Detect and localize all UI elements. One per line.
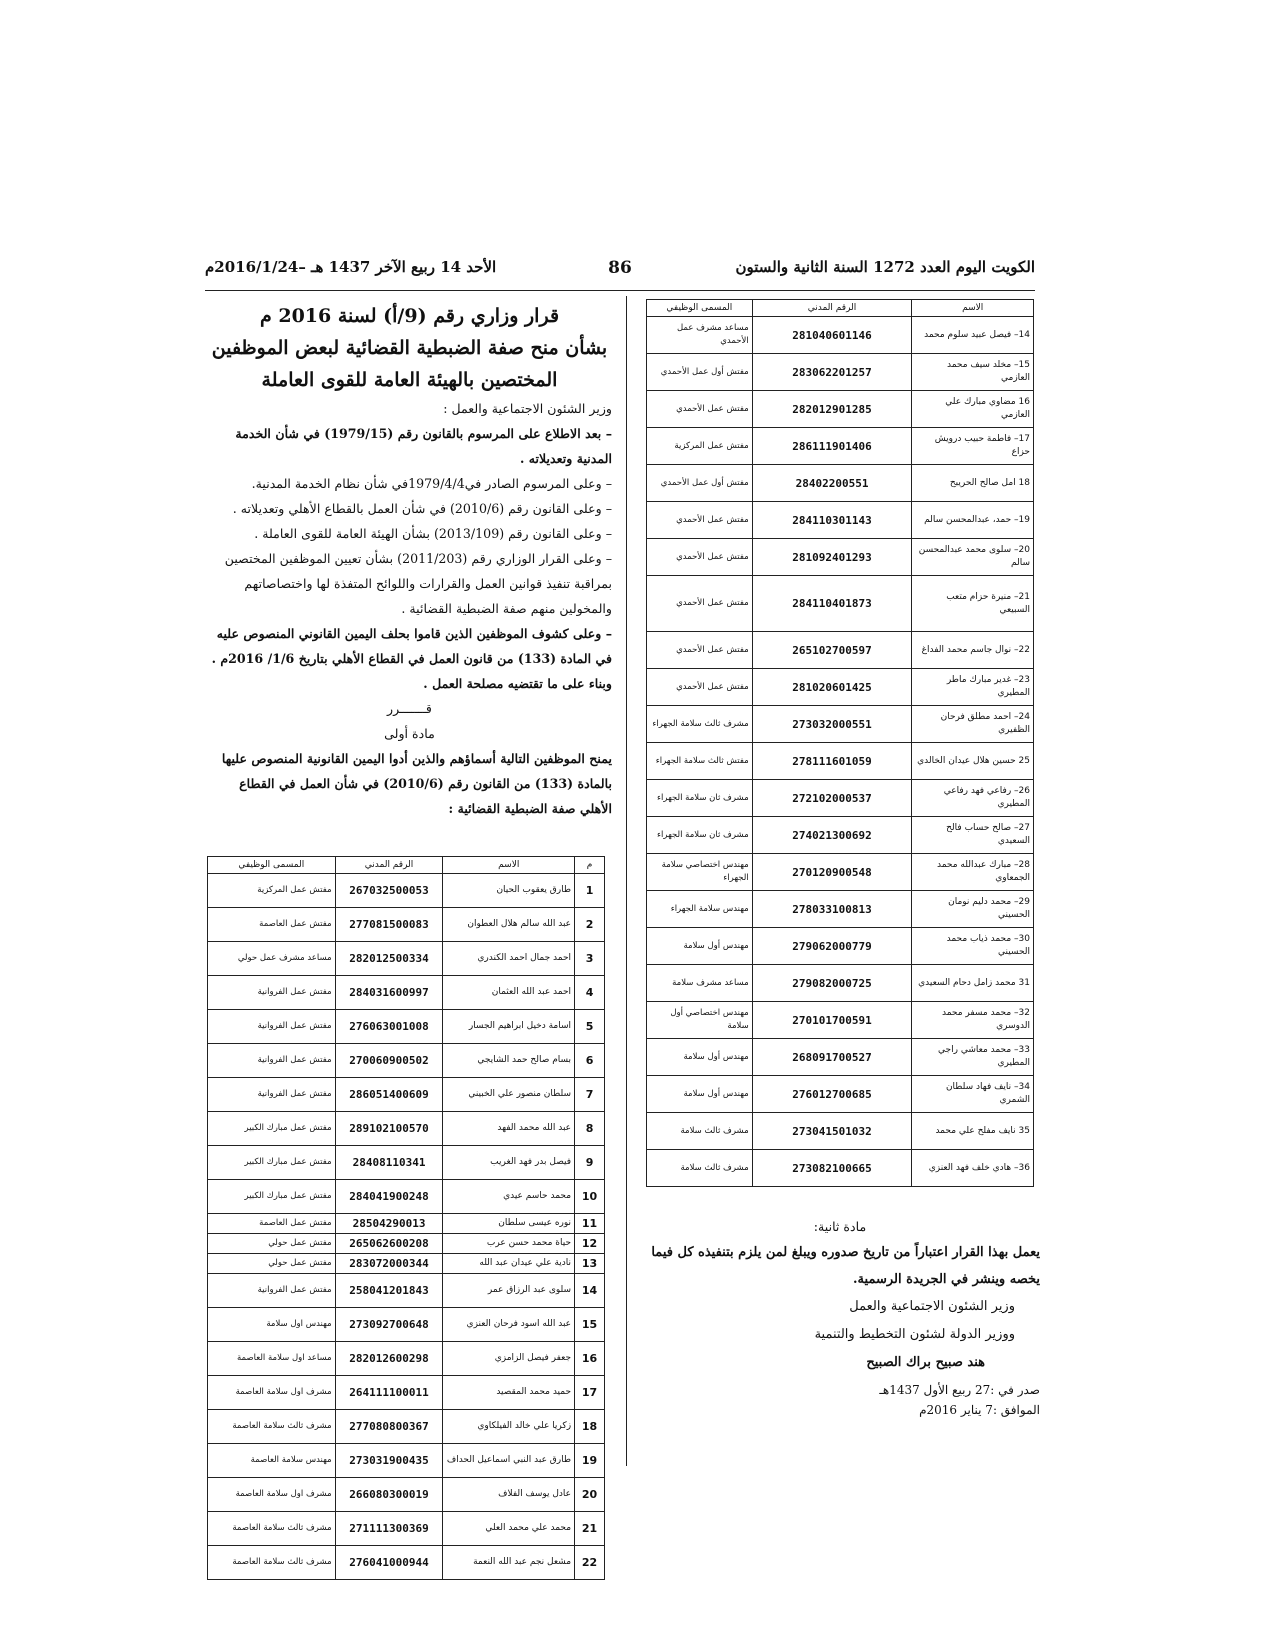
signature-name: هند صبيح براك الصبيح [866,1355,985,1370]
table-cell-nm: محمد علي محمد العلي [443,1512,575,1546]
table-cell-civ: 281092401293 [752,539,912,576]
table-cell-jb: مهندس أول سلامة [647,1076,753,1113]
table-cell-jb: مهندس سلامة الجهراء [647,891,753,928]
table-cell-civ: 272102000537 [752,780,912,817]
table-cell-nm: 35 نايف مفلح علي محمد [912,1113,1034,1150]
table-cell-nm: حميد محمد المقصيد [443,1376,575,1410]
col-header-name: الاسم [912,300,1034,317]
table-row [647,1076,1034,1113]
table-cell-jb: مساعد مشرف سلامة [647,965,753,1002]
table-cell-nm: فيصل بدر فهد الغريب [443,1146,575,1180]
employees-table-2 [646,299,1034,1187]
table-row [647,1002,1034,1039]
table-cell-jb: مفتش أول عمل الأحمدي [647,465,753,502]
table-row [208,1112,605,1146]
table-cell-jb: مشرف ثان سلامة الجهراء [647,780,753,817]
table-row [208,1444,605,1478]
table-cell-nm: 26– رفاعي فهد رفاعي المطيري [912,780,1034,817]
table-cell-civ: 273032000551 [752,706,912,743]
table-row [208,874,605,908]
column-divider [626,296,627,1466]
table-cell-jb: مشرف اول سلامة العاصمة [208,1376,336,1410]
table-cell-num: 13 [575,1254,605,1274]
col-header-index: م [575,857,605,874]
decision-subtitle-2: المختصين بالهيئة العامة للقوى العاملة [261,369,558,391]
table-cell-civ: 278033100813 [752,891,912,928]
col-header-job-title: المسمى الوظيفي [647,300,753,317]
table-cell-civ: 273092700648 [335,1308,443,1342]
table-cell-jb: مفتش عمل الفروانية [208,1010,336,1044]
table-cell-num: 2 [575,908,605,942]
preamble-5: – وعلى القرار الوزاري رقم (2011/203) بشأن تعيين الموظفين المختصين بمراقبة تنفيذ قوانين العمل والقرارات واللوائح المتفذة لها واختصاصاتهم والمخولين منهم صفة الضبطية القضائية . [224,551,612,616]
table-row [208,1010,605,1044]
table-cell-num: 3 [575,942,605,976]
table-cell-nm: زكريا علي خالد الفيلكاوي [443,1410,575,1444]
closing-section [640,1215,1040,1377]
table-row [208,1146,605,1180]
table-row [647,465,1034,502]
table-row [647,891,1034,928]
table-cell-jb: مفتش عمل الفروانية [208,976,336,1010]
table-cell-nm: سلطان منصور علي الخبيني [443,1078,575,1112]
table-cell-num: 21 [575,1512,605,1546]
table-cell-jb: مفتش عمل الأحمدي [647,539,753,576]
table-cell-civ: 273031900435 [335,1444,443,1478]
table-cell-civ: 281020601425 [752,669,912,706]
table-cell-nm: 22– نوال جاسم محمد الفداغ [912,632,1034,669]
table-cell-jb: مفتش عمل المركزية [208,874,336,908]
table-cell-civ: 273082100665 [752,1150,912,1187]
table-cell-civ: 278111601059 [752,743,912,780]
table-cell-nm: 33– محمد معاشي راجي المطيري [912,1039,1034,1076]
table-cell-civ: 267032500053 [335,874,443,908]
table-cell-jb: مهندس سلامة العاصمة [208,1444,336,1478]
table-row [647,428,1034,465]
preamble-6: – وعلى كشوف الموظفين الذين قاموا بحلف اليمين القانوني المنصوص عليه في المادة (133) من قانون العمل في القطاع الأهلي بتاريخ 1/6/ 2016م . [211,626,612,666]
table-cell-jb: مفتش ثالث سلامة الجهراء [647,743,753,780]
table-cell-civ: 270060900502 [335,1044,443,1078]
table-cell-jb: مهندس اختصاصي أول سلامة [647,1002,753,1039]
table-cell-civ: 279082000725 [752,965,912,1002]
table-cell-civ: 284031600997 [335,976,443,1010]
table-cell-num: 14 [575,1274,605,1308]
table-cell-civ: 276012700685 [752,1076,912,1113]
table-cell-num: 11 [575,1214,605,1234]
table-cell-nm: طارق عبد النبي اسماعيل الحداف [443,1444,575,1478]
signature-title-2: ووزير الدولة لشئون التخطيط والتنمية [814,1327,1015,1342]
table-cell-nm: بسام صالح حمد الشايجي [443,1044,575,1078]
signature-title-1: وزير الشئون الاجتماعية والعمل [849,1299,1015,1314]
table-cell-nm: محمد حاسم عيدي [443,1180,575,1214]
table-cell-jb: مفتش عمل العاصمة [208,908,336,942]
table-header-row [647,300,1034,317]
minister-line: وزير الشئون الاجتماعية والعمل : [443,401,612,416]
table-cell-civ: 282012901285 [752,391,912,428]
table-cell-jb: مهندس اختصاصي سلامة الجهراء [647,854,753,891]
table-cell-num: 7 [575,1078,605,1112]
table-cell-civ: 28504290013 [335,1214,443,1234]
table-cell-nm: طارق يعقوب الحيان [443,874,575,908]
table-cell-jb: مفتش عمل مبارك الكبير [208,1146,336,1180]
table-cell-jb: مشرف ثالث سلامة العاصمة [208,1410,336,1444]
table-row [647,743,1034,780]
preamble-7: وبناء على ما تقتضيه مصلحة العمل . [423,676,612,691]
table-cell-civ: 282012600298 [335,1342,443,1376]
table-cell-jb: مهندس أول سلامة [647,1039,753,1076]
table-cell-civ: 284110301143 [752,502,912,539]
table-cell-nm: 19– حمد، عبدالمحسن سالم [912,502,1034,539]
table-cell-jb: مشرف اول سلامة العاصمة [208,1478,336,1512]
decided-label: قـــــــرر [387,701,432,716]
table-cell-civ: 265102700597 [752,632,912,669]
table-row [208,1180,605,1214]
table-cell-num: 5 [575,1010,605,1044]
preamble-1: – بعد الاطلاع على المرسوم بالقانون رقم (1979/15) في شأن الخدمة المدنية وتعديلاته . [235,426,612,466]
table-cell-num: 20 [575,1478,605,1512]
table-cell-jb: مفتش عمل الأحمدي [647,576,753,632]
table-cell-civ: 258041201843 [335,1274,443,1308]
table-cell-jb: مفتش عمل المركزية [647,428,753,465]
preamble-4: – وعلى القانون رقم (2013/109) بشأن الهيئة العامة للقوى العاملة . [254,526,612,541]
table-cell-nm: مشعل نجم عبد الله النعمة [443,1546,575,1580]
table-row [208,1512,605,1546]
table-row [647,576,1034,632]
table-cell-nm: 32– محمد مسفر محمد الدوسري [912,1002,1034,1039]
table-cell-civ: 28408110341 [335,1146,443,1180]
table-row [647,1113,1034,1150]
table-row [208,1078,605,1112]
gazette-issue: الكويت اليوم العدد 1272 السنة الثانية والستون [735,258,1035,276]
table-cell-jb: مفتش عمل الأحمدي [647,502,753,539]
table-cell-civ: 270101700591 [752,1002,912,1039]
table-cell-jb: مفتش عمل الأحمدي [647,632,753,669]
table-cell-civ: 283062201257 [752,354,912,391]
table-cell-jb: مشرف ثالث سلامة العاصمة [208,1512,336,1546]
page-header [205,258,1035,284]
table-cell-nm: عبد الله محمد الفهد [443,1112,575,1146]
table-cell-num: 19 [575,1444,605,1478]
header-rule [205,290,1035,291]
table-cell-nm: حياة محمد حسن عرب [443,1234,575,1254]
table-row [208,1254,605,1274]
table-cell-jb: مفتش عمل الأحمدي [647,669,753,706]
table-row [647,669,1034,706]
table-cell-jb: مفتش عمل الفروانية [208,1078,336,1112]
table-cell-civ: 270120900548 [752,854,912,891]
table-cell-jb: مفتش عمل العاصمة [208,1214,336,1234]
table-cell-nm: 30– محمد ذياب محمد الحسيني [912,928,1034,965]
table-cell-civ: 289102100570 [335,1112,443,1146]
table-cell-civ: 28402200551 [752,465,912,502]
table-cell-civ: 284041900248 [335,1180,443,1214]
table-cell-nm: احمد جمال احمد الكندري [443,942,575,976]
table-row [647,965,1034,1002]
article-1-text: يمنح الموظفين التالية أسماؤهم والذين أدوا اليمين القانونية المنصوص عليها بالمادة (133) من القانون رقم (2010/6) في شأن العمل في القطاع الأهلي صفة الضبطية القضائية : [221,751,612,816]
table-cell-nm: 15– مخلد سيف محمد العازمي [912,354,1034,391]
col-header-name: الاسم [443,857,575,874]
table-cell-jb: مهندس أول سلامة [647,928,753,965]
col-header-job-title: المسمى الوظيفي [208,857,336,874]
table-row [208,942,605,976]
table-cell-civ: 282012500334 [335,942,443,976]
table-cell-nm: نادية علي عيدان عبد الله [443,1254,575,1274]
table-cell-civ: 283072000344 [335,1254,443,1274]
table-row [647,780,1034,817]
table-cell-nm: 25 حسين هلال عيدان الخالدي [912,743,1034,780]
table-row [208,976,605,1010]
table-cell-nm: عبد الله اسود فرحان العنزي [443,1308,575,1342]
table-cell-jb: مشرف ثان سلامة الجهراء [647,817,753,854]
table-cell-jb: مفتش عمل حولي [208,1234,336,1254]
table-row [647,539,1034,576]
table-cell-civ: 286051400609 [335,1078,443,1112]
table-cell-nm: 24– احمد مطلق فرحان الظفيري [912,706,1034,743]
table-cell-civ: 266080300019 [335,1478,443,1512]
table-cell-jb: مشرف ثالث سلامة العاصمة [208,1546,336,1580]
table-cell-jb: مساعد مشرف عمل الأحمدي [647,317,753,354]
table-row [647,817,1034,854]
table-row [647,854,1034,891]
issue-dates [830,1380,1040,1420]
table-cell-nm: 34– نايف فهاد سلطان الشمري [912,1076,1034,1113]
table-row [647,632,1034,669]
table-row [647,391,1034,428]
table-row [208,908,605,942]
article-2-label: مادة ثانية: [813,1219,867,1234]
table-cell-nm: 20– سلوى محمد عبدالمحسن سالم [912,539,1034,576]
table-cell-nm: سلوى عبد الرزاق عمر [443,1274,575,1308]
table-cell-jb: مفتش عمل مبارك الكبير [208,1180,336,1214]
table-row [208,1478,605,1512]
table-cell-nm: 21– منيرة حزام متعب السبيعي [912,576,1034,632]
table-cell-nm: نوره عيسى سلطان [443,1214,575,1234]
table-cell-jb: مفتش عمل مبارك الكبير [208,1112,336,1146]
table-row [208,1410,605,1444]
table-cell-num: 4 [575,976,605,1010]
table-cell-jb: مفتش عمل الأحمدي [647,391,753,428]
table-cell-civ: 268091700527 [752,1039,912,1076]
table-row [647,354,1034,391]
table-cell-jb: مفتش عمل الفروانية [208,1044,336,1078]
table-cell-nm: 16 مضاوي مبارك علي العازمي [912,391,1034,428]
table-cell-civ: 277081500083 [335,908,443,942]
table-cell-num: 16 [575,1342,605,1376]
table-cell-num: 8 [575,1112,605,1146]
table-cell-nm: عادل يوسف الفلاف [443,1478,575,1512]
table-header-row [208,857,605,874]
table-cell-civ: 277080800367 [335,1410,443,1444]
table-cell-civ: 279062000779 [752,928,912,965]
table-cell-num: 1 [575,874,605,908]
table-cell-civ: 286111901406 [752,428,912,465]
table-cell-civ: 276041000944 [335,1546,443,1580]
table-row [208,1342,605,1376]
issue-date: الأحد 14 ربيع الآخر 1437 هـ –2016/1/24م [205,258,497,276]
table-cell-civ: 273041501032 [752,1113,912,1150]
table-cell-nm: 36– هادي خلف فهد العنزي [912,1150,1034,1187]
table-cell-nm: 29– محمد دليم نومان الحسيني [912,891,1034,928]
table-cell-jb: مشرف ثالث سلامة الجهراء [647,706,753,743]
table-cell-jb: مفتش أول عمل الأحمدي [647,354,753,391]
table-cell-num: 22 [575,1546,605,1580]
table-row [647,502,1034,539]
table-cell-civ: 265062600208 [335,1234,443,1254]
employees-table-1 [207,856,605,1580]
page-number: 86 [608,258,632,278]
table-cell-num: 17 [575,1376,605,1410]
table-cell-nm: 31 محمد زامل دحام السعيدي [912,965,1034,1002]
table-row [208,1274,605,1308]
table-cell-jb: مفتش عمل حولي [208,1254,336,1274]
table-cell-civ: 264111100011 [335,1376,443,1410]
table-cell-num: 12 [575,1234,605,1254]
table-cell-nm: عبد الله سالم هلال العطوان [443,908,575,942]
table-row [647,1039,1034,1076]
article-2-text: يعمل بهذا القرار اعتباراً من تاريخ صدوره ويبلغ لمن يلزم بتنفيذه كل فيما يخصه وينشر في الجريدة الرسمية. [651,1245,1040,1287]
table-cell-nm: 14– فيصل عبيد سلوم محمد [912,317,1034,354]
issued-date: صدر في :27 ربيع الأول 1437هـ [879,1383,1040,1397]
article-1-label: مادة أولى [384,726,435,741]
table-cell-jb: مساعد مشرف عمل حولي [208,942,336,976]
table-cell-civ: 274021300692 [752,817,912,854]
table-cell-jb: مشرف ثالث سلامة [647,1150,753,1187]
table-row [647,928,1034,965]
table-row [208,1044,605,1078]
table-cell-nm: احمد عبد الله العثمان [443,976,575,1010]
decision-text [207,300,612,821]
table-cell-civ: 276063001008 [335,1010,443,1044]
table-row [208,1308,605,1342]
preamble-2: – وعلى المرسوم الصادر في1979/4/4في شأن نظام الخدمة المدنية. [251,476,612,491]
table-row [647,706,1034,743]
decision-subtitle-1: بشأن منح صفة الضبطية القضائية لبعض الموظفين [211,337,608,359]
table-row [647,1150,1034,1187]
table-cell-civ: 281040601146 [752,317,912,354]
table-cell-civ: 271111300369 [335,1512,443,1546]
table-cell-nm: 27– صالح حساب فالح السعيدي [912,817,1034,854]
col-header-civil-id: الرقم المدني [335,857,443,874]
col-header-civil-id: الرقم المدني [752,300,912,317]
table-cell-num: 15 [575,1308,605,1342]
table-cell-jb: مشرف ثالث سلامة [647,1113,753,1150]
table-cell-nm: 28– مبارك عبدالله محمد الجمعاوي [912,854,1034,891]
table-cell-num: 18 [575,1410,605,1444]
preamble-3: – وعلى القانون رقم (2010/6) في شأن العمل بالقطاع الأهلي وتعديلاته . [232,501,612,516]
table-row [208,1546,605,1580]
table-cell-num: 9 [575,1146,605,1180]
table-cell-jb: مهندس اول سلامة [208,1308,336,1342]
table-cell-nm: اسامة دخيل ابراهيم الجسار [443,1010,575,1044]
decision-title: قرار وزاري رقم (9/أ) لسنة 2016 م [259,305,560,327]
table-cell-nm: 17– فاطمة حبيب درويش حزاع [912,428,1034,465]
table-cell-num: 10 [575,1180,605,1214]
table-row [647,317,1034,354]
table-cell-jb: مساعد اول سلامة العاصمة [208,1342,336,1376]
table-cell-nm: 18 امل صالح الحريبح [912,465,1034,502]
table-cell-jb: مفتش عمل الفروانية [208,1274,336,1308]
table-cell-nm: جعفر فيصل الزامزي [443,1342,575,1376]
table-row [208,1214,605,1234]
table-cell-nm: 23– غدير مبارك ماطر المطيري [912,669,1034,706]
corresponding-date: الموافق :7 يناير 2016م [919,1403,1040,1417]
table-row [208,1376,605,1410]
table-cell-num: 6 [575,1044,605,1078]
table-row [208,1234,605,1254]
table-cell-civ: 284110401873 [752,576,912,632]
